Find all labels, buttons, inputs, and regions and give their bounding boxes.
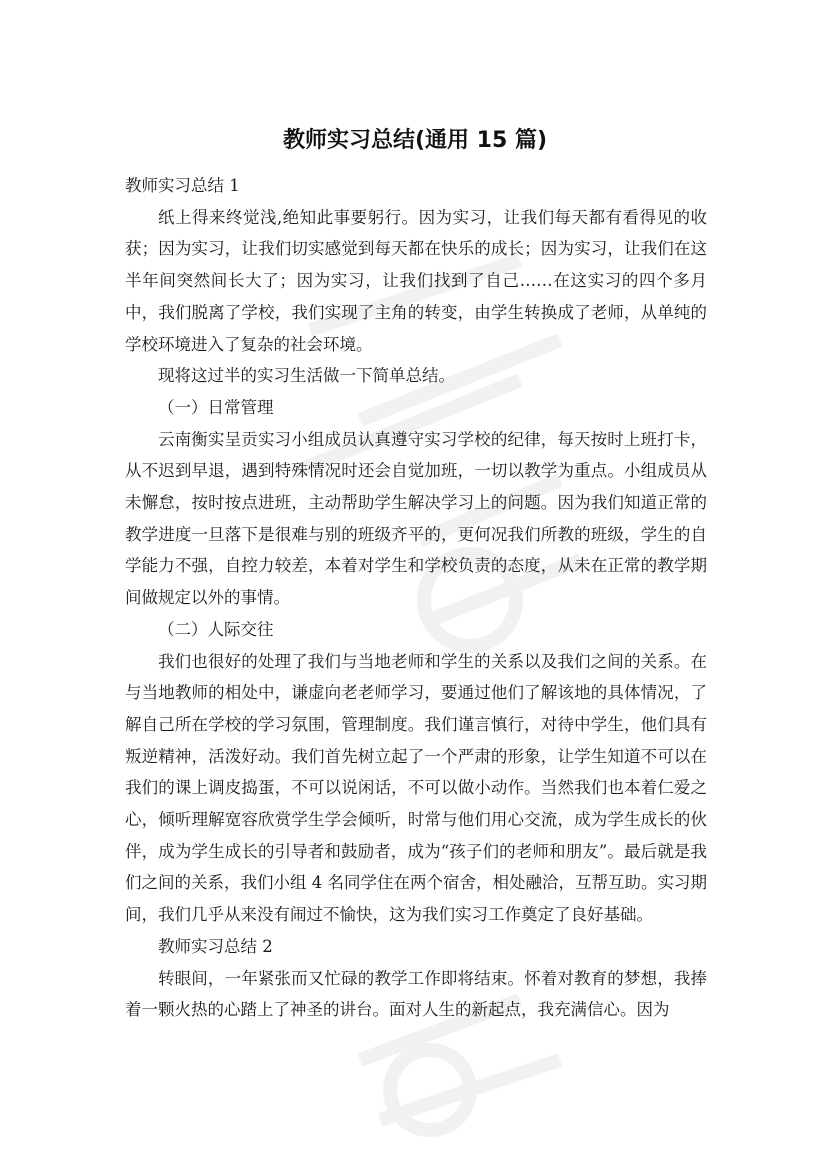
paragraph: 云南衡实呈贡实习小组成员认真遵守实习学校的纪律，每天按时上班打卡，从不迟到早退，遇到特殊情况时还会自觉加班，一切以教学为重点。小组成员从未懈怠，按时按点进班，主动帮助学生解决学习上的问题。因为我们知道正常的教学进度一旦落下是很难与别的班级齐平的，更何况我们所教的班级，学生的自学能力不强，自控力较差，本着对学生和学校负责的态度，从未在正常的教学期间做规定以外的事情。 xyxy=(125,429,707,608)
section-heading: （一）日常管理 xyxy=(158,397,274,417)
paragraph: 教师实习总结 2 xyxy=(158,936,273,956)
paragraph: 现将这过半的实习生活做一下简单总结。 xyxy=(158,366,455,386)
paragraph: 转眼间，一年紧张而又忙碌的教学工作即将结束。怀着对教育的梦想，我捧着一颗火热的心踏上了神圣的讲台。面对人生的新起点，我充满信心。因为 xyxy=(125,968,707,1020)
document-body xyxy=(125,170,707,1026)
document-title: 教师实习总结(通用 15 篇) xyxy=(282,128,548,153)
paragraph: 纸上得来终觉浅,绝知此事要躬行。因为实习，让我们每天都有看得见的收获；因为实习，让我们切实感觉到每天都在快乐的成长；因为实习，让我们在这半年间突然间长大了；因为实习，让我们找到了自己……在这实习的四个多月中，我们脱离了学校，我们实现了主角的转变，由学生转换成了老师，从单纯的学校环境进入了复杂的社会环境。 xyxy=(125,207,707,354)
subtitle: 教师实习总结 1 xyxy=(125,176,240,195)
section-heading: （二）人际交往 xyxy=(158,619,274,639)
paragraph: 我们也很好的处理了我们与当地老师和学生的关系以及我们之间的关系。在与当地教师的相处中，谦虚向老老师学习，要通过他们了解该地的具体情况，了解自己所在学校的学习氛围，管理制度。我们谨言慎行，对待中学生，他们具有叛逆精神，活泼好动。我们首先树立起了一个严肃的形象，让学生知道不可以在我们的课上调皮捣蛋，不可以说闲话，不可以做小动作。当然我们也本着仁爱之心，倾听理解宽容欣赏学生学会倾听，时常与他们用心交流，成为学生成长的伙伴，成为学生成长的引导者和鼓励者，成为“孩子们的老师和朋友”。最后就是我们之间的关系，我们小组 4 名同学住在两个宿舍，相处融洽，互帮互助。实习期间，我们几乎从来没有闹过不愉快，这为我们实习工作奠定了良好基础。 xyxy=(125,651,707,925)
